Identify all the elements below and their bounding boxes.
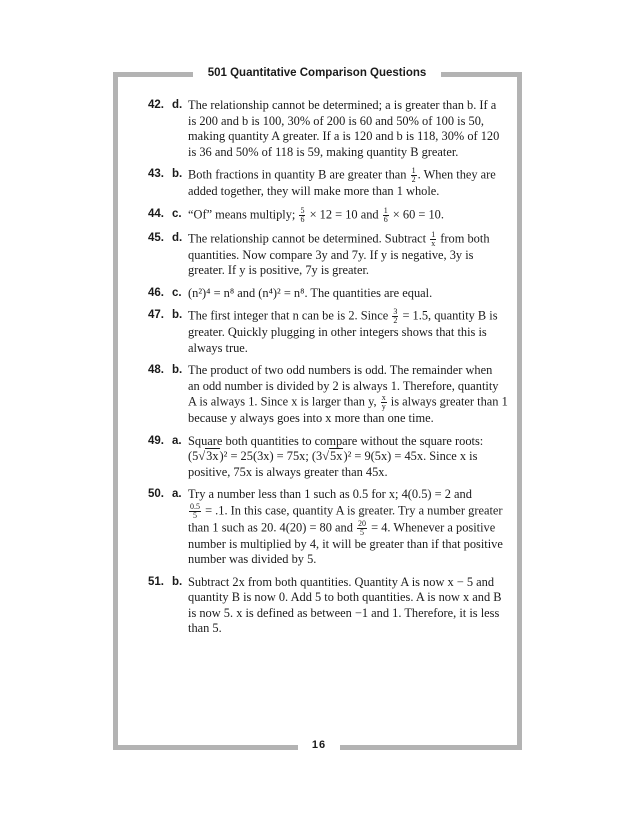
answer-letter: a. [172, 488, 182, 500]
answer-item-51 [148, 575, 506, 637]
question-number: 46. [148, 286, 164, 299]
numerator: 1 [431, 229, 436, 239]
denominator: 6 [300, 214, 305, 224]
denominator: 6 [383, 214, 388, 224]
denominator: x [431, 238, 436, 248]
frame-top-left [113, 72, 193, 77]
question-number: 45. [148, 231, 164, 244]
radicand: 3x [206, 449, 219, 463]
text-run: from both [437, 230, 490, 245]
text-run: A is always 1. Since x is larger than y, [188, 394, 380, 409]
question-number: 50. [148, 488, 164, 500]
explanation-line [188, 207, 506, 224]
answer-letter: b. [172, 575, 183, 588]
frame-bottom-left [113, 745, 298, 750]
frame-right [517, 72, 522, 750]
numerator: 0.5 [190, 501, 200, 511]
answer-letter: b. [172, 168, 183, 180]
answer-item-46 [148, 286, 506, 302]
fraction [392, 308, 398, 325]
text-run: = .1. In this case, quantity A is greater. Try a number greater [202, 502, 503, 517]
fraction [357, 520, 367, 537]
numerator: 1 [383, 205, 388, 215]
text-run: The first integer that n can be is 2. Since [188, 308, 392, 323]
explanation-line: because y always goes into x more than one time. [188, 411, 434, 425]
question-number: 42. [148, 99, 164, 111]
radical-sign: √ [322, 449, 330, 463]
explanation-line: an odd number is divided by 2 is always 1. Therefore, quantity [188, 378, 499, 393]
explanation-line: is 36 and 50% of 118 is 59, making quantity B greater. [188, 144, 459, 159]
denominator: y [381, 402, 386, 411]
running-head: 501 Quantitative Comparison Questions [207, 67, 427, 79]
fraction [381, 394, 387, 411]
explanation-line: The product of two odd numbers is odd. The remainder when [188, 363, 493, 377]
text-run: )² = 9(5x) = 45x. Since x is [343, 449, 478, 463]
explanation-line [188, 308, 506, 325]
text-run: × 12 = 10 and [306, 206, 382, 221]
text-run: . When they are [417, 167, 496, 182]
text-run: than 1 such as 20. 4(20) = 80 and [188, 519, 357, 534]
numerator: 3 [393, 307, 398, 316]
denominator: 2 [393, 316, 398, 325]
denominator: 5 [189, 511, 201, 520]
numerator: 5 [300, 205, 305, 215]
explanation-line: added together, they will make more than 1 whole. [188, 184, 440, 198]
explanation-line: making quantity A greater. If a is 120 and b is 118, 30% of 120 [188, 129, 500, 143]
frame-top-right [441, 72, 522, 77]
explanation-line [188, 231, 506, 248]
fraction [189, 503, 201, 520]
explanation-line: (n²)⁴ = n⁸ and (n⁴)² = n⁸. The quantities are equal. [188, 285, 433, 300]
explanation-line: The relationship cannot be determined; a is greater than b. If a [188, 98, 497, 112]
answer-list [148, 98, 506, 644]
fraction [411, 167, 417, 184]
answer-item-48 [148, 363, 506, 427]
answer-item-50 [148, 487, 506, 568]
question-number: 44. [148, 207, 164, 220]
page-number: 16 [311, 739, 327, 751]
explanation-line: Square both quantities to compare without the square roots: [188, 433, 484, 448]
explanation-line: positive, 75x is always greater than 45x. [188, 464, 388, 479]
question-number: 47. [148, 309, 164, 321]
explanation-line: greater. Quickly plugging in other integers shows that this is [188, 325, 487, 339]
answer-letter: a. [172, 434, 182, 447]
denominator: 5 [357, 528, 367, 537]
question-number: 49. [148, 434, 164, 447]
answer-item-45 [148, 231, 506, 279]
text-run: × 60 = 10. [389, 206, 444, 221]
answer-letter: c. [172, 286, 182, 299]
numerator: 20 [358, 518, 367, 528]
explanation-line [188, 449, 506, 465]
question-number: 48. [148, 364, 164, 376]
text-run: (5 [188, 449, 199, 463]
answer-item-43 [148, 167, 506, 200]
text-run: Both fractions in quantity B are greater than [188, 167, 410, 182]
explanation-line: than 5. [188, 621, 222, 635]
explanation-line: is 200 and b is 100, 30% of 200 is 60 and 50% of 100 is 50, [188, 113, 484, 128]
explanation-line: Try a number less than 1 such as 0.5 for x; 4(0.5) = 2 and [188, 487, 472, 501]
numerator: x [381, 393, 386, 402]
fraction [430, 231, 436, 248]
answer-item-49 [148, 434, 506, 481]
question-number: 43. [148, 168, 164, 180]
answer-item-42 [148, 98, 506, 160]
explanation-line: number is multiplied by 4, it will be greater than if that positive [188, 536, 503, 551]
numerator: 1 [411, 166, 416, 175]
answer-letter: d. [172, 99, 183, 111]
explanation-line: greater. If y is positive, 7y is greater. [188, 263, 369, 277]
answer-letter: b. [172, 364, 183, 376]
fraction [383, 207, 389, 224]
explanation-line: always true. [188, 340, 248, 355]
frame-bottom-right [340, 745, 522, 750]
fraction [299, 207, 305, 224]
question-number: 51. [148, 575, 164, 588]
explanation-line: quantities. Now compare 3y and 7y. If y is negative, 3y is [188, 247, 474, 262]
explanation-line: quantity B is now 0. Add 5 to both quantities. A is now x and B [188, 590, 502, 604]
radical-sign: √ [198, 449, 206, 463]
explanation-line [188, 503, 506, 520]
answer-letter: c. [172, 207, 182, 220]
answer-item-44 [148, 207, 506, 224]
explanation-line [188, 520, 506, 537]
explanation-line [188, 394, 506, 411]
text-run: The relationship cannot be determined. Subtract [188, 230, 430, 245]
explanation-line: Subtract 2x from both quantities. Quantity A is now x − 5 and [188, 574, 495, 589]
explanation-line: is now 5. x is defined as between −1 and 1. Therefore, it is less [188, 605, 500, 620]
text-run: = 1.5, quantity B is [399, 308, 498, 323]
text-run: “Of” means multiply; [188, 206, 299, 221]
text-run: = 4. Whenever a positive [368, 519, 496, 534]
answer-item-47 [148, 308, 506, 356]
text-run: )² = 25(3x) = 75x; (3 [219, 449, 323, 463]
explanation-line: number was divided by 5. [188, 552, 317, 566]
answer-letter: d. [172, 231, 183, 244]
radicand: 5x [330, 449, 343, 463]
frame-left [113, 72, 118, 750]
answer-letter: b. [172, 309, 183, 321]
text-run: is always greater than 1 [387, 394, 508, 409]
denominator: 2 [411, 175, 416, 184]
explanation-line [188, 167, 506, 184]
